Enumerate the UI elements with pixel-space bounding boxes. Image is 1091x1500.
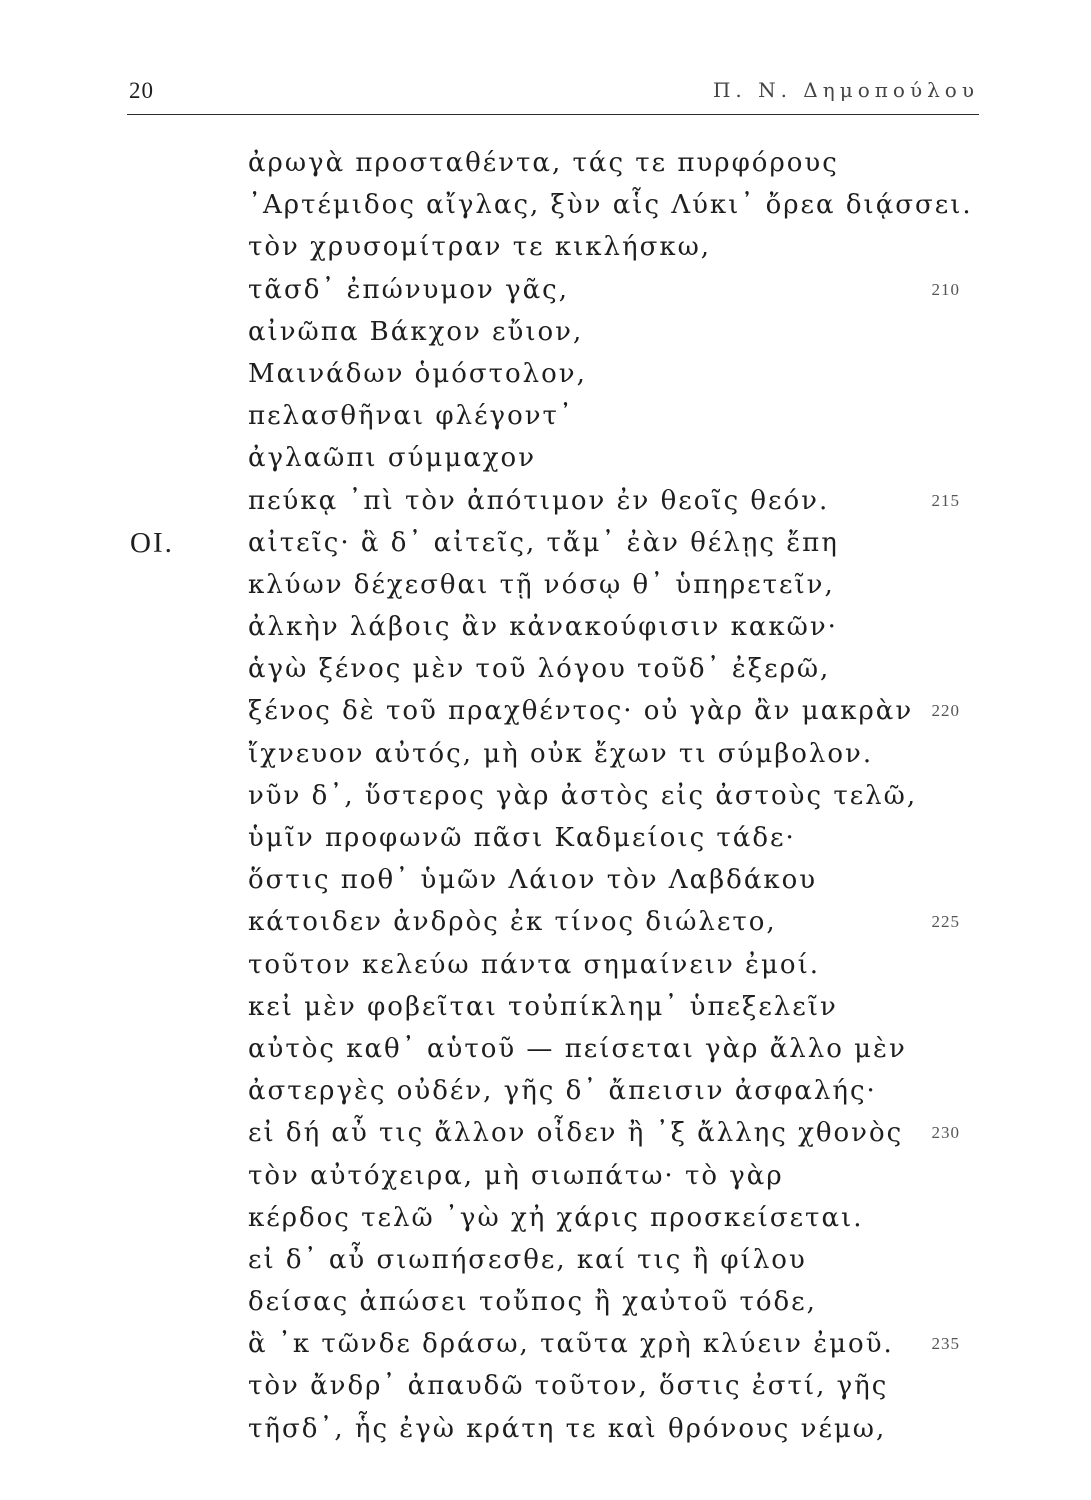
line-number: 210 bbox=[931, 279, 960, 299]
verse-line bbox=[0, 607, 1091, 649]
verse-text: κλύων δέχεσθαι τῇ νόσῳ θ᾿ ὑπηρετεῖν, bbox=[248, 569, 835, 600]
verse-line bbox=[0, 902, 1091, 944]
verse-line bbox=[0, 734, 1091, 776]
verse-text: ἀγλαῶπι σύμμαχον bbox=[248, 443, 537, 474]
verse-text: τὸν χρυσομίτραν τε κικλήσκω, bbox=[248, 232, 712, 263]
verse-line bbox=[0, 185, 1091, 227]
line-number: 230 bbox=[931, 1123, 960, 1143]
page-header bbox=[127, 70, 979, 110]
verse-text: κάτοιδεν ἀνδρὸς ἐκ τίνος διώλετο, bbox=[248, 907, 777, 938]
verse-text: ξένος δὲ τοῦ πραχθέντος· οὐ γὰρ ἂν μακρὰν bbox=[248, 696, 914, 727]
verse-text: πεύκᾳ ᾿πὶ τὸν ἀπότιμον ἐν θεοῖς θεόν. bbox=[248, 485, 830, 516]
verse-line bbox=[0, 1198, 1091, 1240]
verse-text: ᾿Αρτέμιδος αἴγλας, ξὺν αἷς Λύκι᾿ ὄρεα διᾴσσει. bbox=[248, 190, 973, 221]
verse-text: Μαινάδων ὁμόστολον, bbox=[248, 358, 587, 389]
verse-text: ὅστις ποθ᾿ ὑμῶν Λάιον τὸν Λαβδάκου bbox=[248, 865, 818, 896]
verse-line bbox=[0, 945, 1091, 987]
verse-line bbox=[0, 396, 1091, 438]
verse-line bbox=[0, 1366, 1091, 1408]
verse-line bbox=[0, 438, 1091, 480]
verse-line bbox=[0, 860, 1091, 902]
verse-line bbox=[0, 1282, 1091, 1324]
verse-text: τῆσδ᾿, ἧς ἐγὼ κράτη τε καὶ θρόνους νέμω, bbox=[248, 1413, 887, 1444]
verse-text: αἰνῶπα Βάκχον εὔιον, bbox=[248, 316, 584, 347]
verse-text: ἁγὼ ξένος μὲν τοῦ λόγου τοῦδ᾿ ἐξερῶ, bbox=[248, 654, 831, 685]
verse-body bbox=[0, 143, 1091, 1451]
line-number: 215 bbox=[931, 490, 960, 510]
verse-line bbox=[0, 227, 1091, 269]
line-number: 225 bbox=[931, 912, 960, 932]
verse-line bbox=[0, 1029, 1091, 1071]
verse-text: τοῦτον κελεύω πάντα σημαίνειν ἐμοί. bbox=[248, 949, 821, 980]
verse-line bbox=[0, 1324, 1091, 1366]
verse-text: αὐτὸς καθ᾿ αὑτοῦ — πείσεται γὰρ ἄλλο μὲν bbox=[248, 1033, 907, 1064]
verse-line bbox=[0, 1409, 1091, 1451]
verse-line bbox=[0, 565, 1091, 607]
verse-text: ἴχνευον αὐτός, μὴ οὐκ ἔχων τι σύμβολον. bbox=[248, 738, 874, 769]
line-number: 220 bbox=[931, 701, 960, 721]
verse-text: κεἰ μὲν φοβεῖται τοὐπίκλημ᾿ ὑπεξελεῖν bbox=[248, 991, 838, 1022]
verse-line bbox=[0, 776, 1091, 818]
verse-line bbox=[0, 523, 1091, 565]
verse-line bbox=[0, 143, 1091, 185]
verse-text: κέρδος τελῶ ᾿γὼ χἠ χάρις προσκείσεται. bbox=[248, 1202, 864, 1233]
verse-text: ἀστεργὲς οὐδέν, γῆς δ᾿ ἄπεισιν ἀσφαλής· bbox=[248, 1076, 877, 1107]
verse-line bbox=[0, 270, 1091, 312]
verse-line bbox=[0, 1240, 1091, 1282]
verse-text: ὑμῖν προφωνῶ πᾶσι Καδμείοις τάδε· bbox=[248, 823, 796, 853]
header-rule bbox=[127, 114, 979, 115]
verse-line bbox=[0, 987, 1091, 1029]
verse-text: δείσας ἀπώσει τοὔπος ἢ χαὐτοῦ τόδε, bbox=[248, 1287, 817, 1318]
verse-text: τᾶσδ᾿ ἐπώνυμον γᾶς, bbox=[248, 274, 570, 305]
verse-text: εἰ δή αὖ τις ἄλλον οἶδεν ἢ ᾿ξ ἄλλης χθονὸς bbox=[248, 1118, 904, 1149]
verse-text: ἀλκὴν λάβοις ἂν κἀνακούφισιν κακῶν· bbox=[248, 612, 838, 643]
speaker-label: ΟΙ. bbox=[130, 526, 174, 559]
verse-text: νῦν δ᾿, ὕστερος γὰρ ἀστὸς εἰς ἀστοὺς τελῶ, bbox=[248, 780, 918, 811]
verse-text: πελασθῆναι φλέγοντ᾿ bbox=[248, 401, 574, 432]
verse-line bbox=[0, 1156, 1091, 1198]
verse-text: ἀρωγὰ προσταθέντα, τάς τε πυρφόρους bbox=[248, 148, 839, 178]
verse-text: τὸν ἄνδρ᾿ ἀπαυδῶ τοῦτον, ὅστις ἐστί, γῆς bbox=[248, 1371, 889, 1402]
verse-line bbox=[0, 1113, 1091, 1155]
verse-line bbox=[0, 312, 1091, 354]
verse-text: αἰτεῖς· ἃ δ᾿ αἰτεῖς, τἄμ᾿ ἐὰν θέλῃς ἔπη bbox=[248, 527, 839, 558]
verse-line bbox=[0, 649, 1091, 691]
verse-line bbox=[0, 354, 1091, 396]
page-number: 20 bbox=[129, 78, 154, 103]
running-head: Π. Ν. Δημοπούλου bbox=[712, 78, 979, 102]
verse-text: τὸν αὐτόχειρα, μὴ σιωπάτω· τὸ γὰρ bbox=[248, 1160, 784, 1191]
verse-line bbox=[0, 481, 1091, 523]
verse-text: εἰ δ᾿ αὖ σιωπήσεσθε, καί τις ἢ φίλου bbox=[248, 1244, 807, 1275]
verse-line bbox=[0, 818, 1091, 860]
verse-line bbox=[0, 691, 1091, 733]
verse-text: ἃ ᾿κ τῶνδε δράσω, ταῦτα χρὴ κλύειν ἐμοῦ. bbox=[248, 1329, 894, 1360]
verse-line bbox=[0, 1071, 1091, 1113]
line-number: 235 bbox=[931, 1334, 960, 1354]
